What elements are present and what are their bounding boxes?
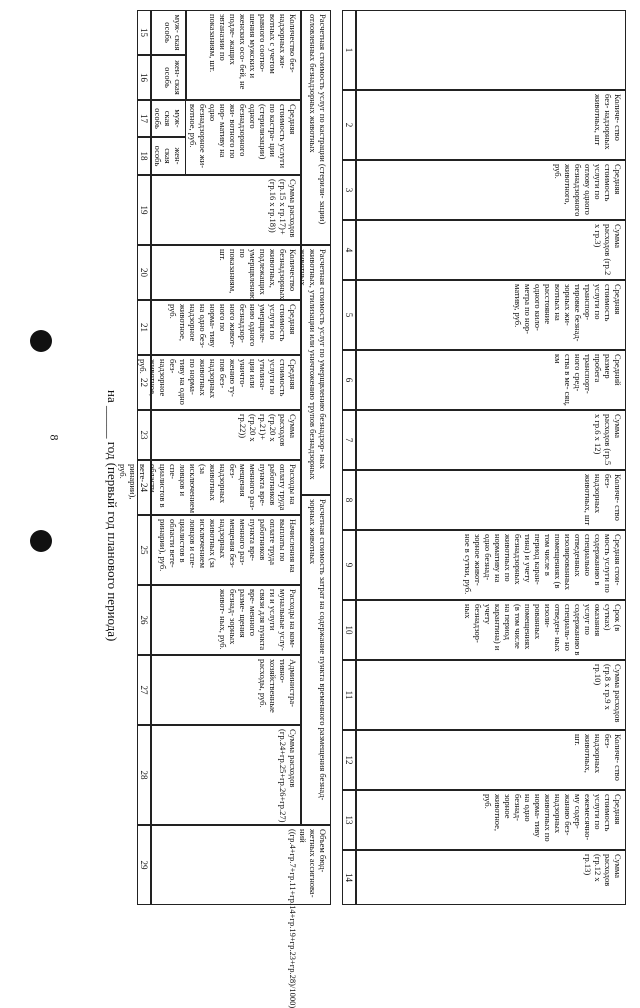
table-2-group-shelter: Расчетная стоимость затрат на содержание пункта временного размещения безнад- зорных животных [301,495,331,825]
table-1-col-number: 6 [342,350,356,410]
table-2-header: Средняя стоимость услуги по утилиза- ции или уничто- жению ту- пов без- надзорных животных по норма- тиву на одно без- надзорное животное, руб. [151,355,301,410]
table-2-col-number: 17 [137,100,151,137]
table-1-col-number: 1 [342,10,356,90]
table-2-header: Средняя стоимость услуги по кастра- ции (стерилизации) одного безнадзорного жи- вотного по нор- мативу на одно безнадзорное жи- вотное, руб. [151,100,301,175]
binder-hole-2 [30,530,52,552]
table-1-col-number: 4 [342,220,356,280]
table-2-col-number: 18 [137,137,151,175]
table-2-budget: Объем бюд- жетных ассигнова- ний ((гр.4+гр.7+гр.11+гр.14+гр.19+гр.23+гр.28)/1000) [151,825,331,905]
table-2-col-number: 23 [137,410,151,460]
table-1-header: Количе- ство без- надзорных животных, шт [356,90,626,160]
table-1-col-number: 12 [342,730,356,790]
table-1-col-number: 7 [342,410,356,470]
table-1-header: Средняя стоимость услуги по транспор- тировке безнад- зорных жи- вотных на расстояние одного кило- метра по нор- мативу, руб. [356,280,626,350]
table-2-col-number: 28 [137,725,151,825]
table-2-col-number: 21 [137,300,151,355]
table-1-col-number: 10 [342,600,356,660]
table-2-header: Начисления на выплаты по оплате труда работников пункта вре- менного раз- мещения без- надзорных животных (за исключением ловцов и спе- циалистов в области вете- ринарии), руб. [151,515,301,585]
table-1-header: Сумма расходов (гр.5 x гр.6 x 12) [356,410,626,470]
table-1-empty-col [356,10,626,90]
rotated-sheet [96,0,636,1008]
table-1-header: Средняя стоимость услуги по отлову одного безнадзорного животного, руб. [356,160,626,220]
table-2-header: Средняя стоимость услуги по умерщвле- нию одного безнадзор- ного живот- ного по норма- тиву на одно без- надзорное животное, руб. [151,300,301,355]
table-1-header: Средняя стои- мость услуги по содержанию в специально отведенных изолированных помещениях (в том числе в период каран- тина) и учету безнадзорных животных по нормативу на одно безнад- зорное живот- ное в сутки, руб. [356,530,626,600]
binder-hole-1 [30,330,52,352]
table-1-col-number: 13 [342,790,356,850]
table-2-group-sterilization: Расчетная стоимость услуг по кастрации (стерили- зации) отловленных безнадзорных животных [301,10,331,245]
table-2-col-number: 27 [137,655,151,725]
page-number: 8 [47,434,62,441]
table-2-header: Количество без- надзорных жи- вотных с учетом равного соотно- шения мужских и женских осо- бей, не подле- жащих эвтаназии по показаниям, шт. [186,10,301,100]
table-2-header: Расходы на оплату труда работников пункта вре- менного раз- мещения без- надзорных животных (за исключением ловцов и спе- циалистов в области вете- ринарии), руб. [151,460,301,515]
table-1-header: Средний размер пробега транспорт- ного сред- ства в ме- сяц, км [356,350,626,410]
table-1-col-number: 8 [342,470,356,530]
table-2-col-number: 29 [137,825,151,905]
table-2-header: Сумма расходов (гр.20 x гр.21)+(гр.20 x гр.22)) [151,410,301,460]
table-2-col-number: 15 [137,10,151,55]
table-1-col-number: 2 [342,90,356,160]
table-1-header: Средняя стоимость услуги по ежемесячно- му содер- жанию без- надзорных животных по норма- тиву на одно безнад- зорное животное, руб. [356,790,626,850]
table-2-group-euthanasia: Расчетная стоимость услуг по умерщвлению безнадзор- ных животных, утилизации или уничтожению трупов безнадзорных животных [301,245,331,495]
table-2-header: Администра- тивно- хозяйственные расходы, руб. [151,655,301,725]
table-1-col-number: 14 [342,850,356,905]
table-2-sub-female-2: жен- ская особь [151,137,186,175]
table-1-col-number: 3 [342,160,356,220]
table-2-sub-male-2: муж- ская особь [151,100,186,137]
table-2-header: Сумма расходов (гр.15 x гр.17)+(гр.16 x гр.18)) [151,175,301,245]
table-1-header: Сумма расходов (гр.2 x гр.3) [356,220,626,280]
table-2-sub-male: муж- ская особь [151,10,186,55]
period-caption: на _____ год (первый год планового периода) [105,390,120,642]
table-1-header: Количе- ство без- надзорных животных, шт [356,470,626,530]
table-1-col-number: 11 [342,660,356,730]
table-2-col-number: 22 [137,355,151,410]
table-1-col-number: 5 [342,280,356,350]
table-2-col-number: 25 [137,515,151,585]
table-2-col-number: 20 [137,245,151,300]
table-2-col-number: 24 [137,460,151,515]
table-1-header: Сумма расходов (гр.12 x гр.13) [356,850,626,905]
table-1-header: Срок (в сутках) оказания услуг по содержанию в специаль- но отведен- ных изоли- рованных помещениях (в том числе на период карантина) и учету безнадзор- ных [356,600,626,660]
table-2-col-number: 19 [137,175,151,245]
table-2-col-number: 26 [137,585,151,655]
table-2-header: Расходы на ком- мунальные услу- ги и услуги связи для пункта вре- менного разме- щения безнад- зорных живот- ных, руб. [151,585,301,655]
table-1-header: Сумма расходов (гр.8 x гр.9 x гр.10) [356,660,626,730]
table-2-sub-female: жен- ская особь [151,55,186,100]
table-1-header: Количе- ство без- надзорных животных, шт. [356,730,626,790]
table-2-header: Сумма расходов (гр.24+гр.25+гр.26+гр.27) [151,725,301,825]
table-2-header: Количество безнадзорных животных, подлежащих умерщвлению по показаниям, шт. [151,245,301,300]
table-1-col-number: 9 [342,530,356,600]
table-2-col-number: 16 [137,55,151,100]
